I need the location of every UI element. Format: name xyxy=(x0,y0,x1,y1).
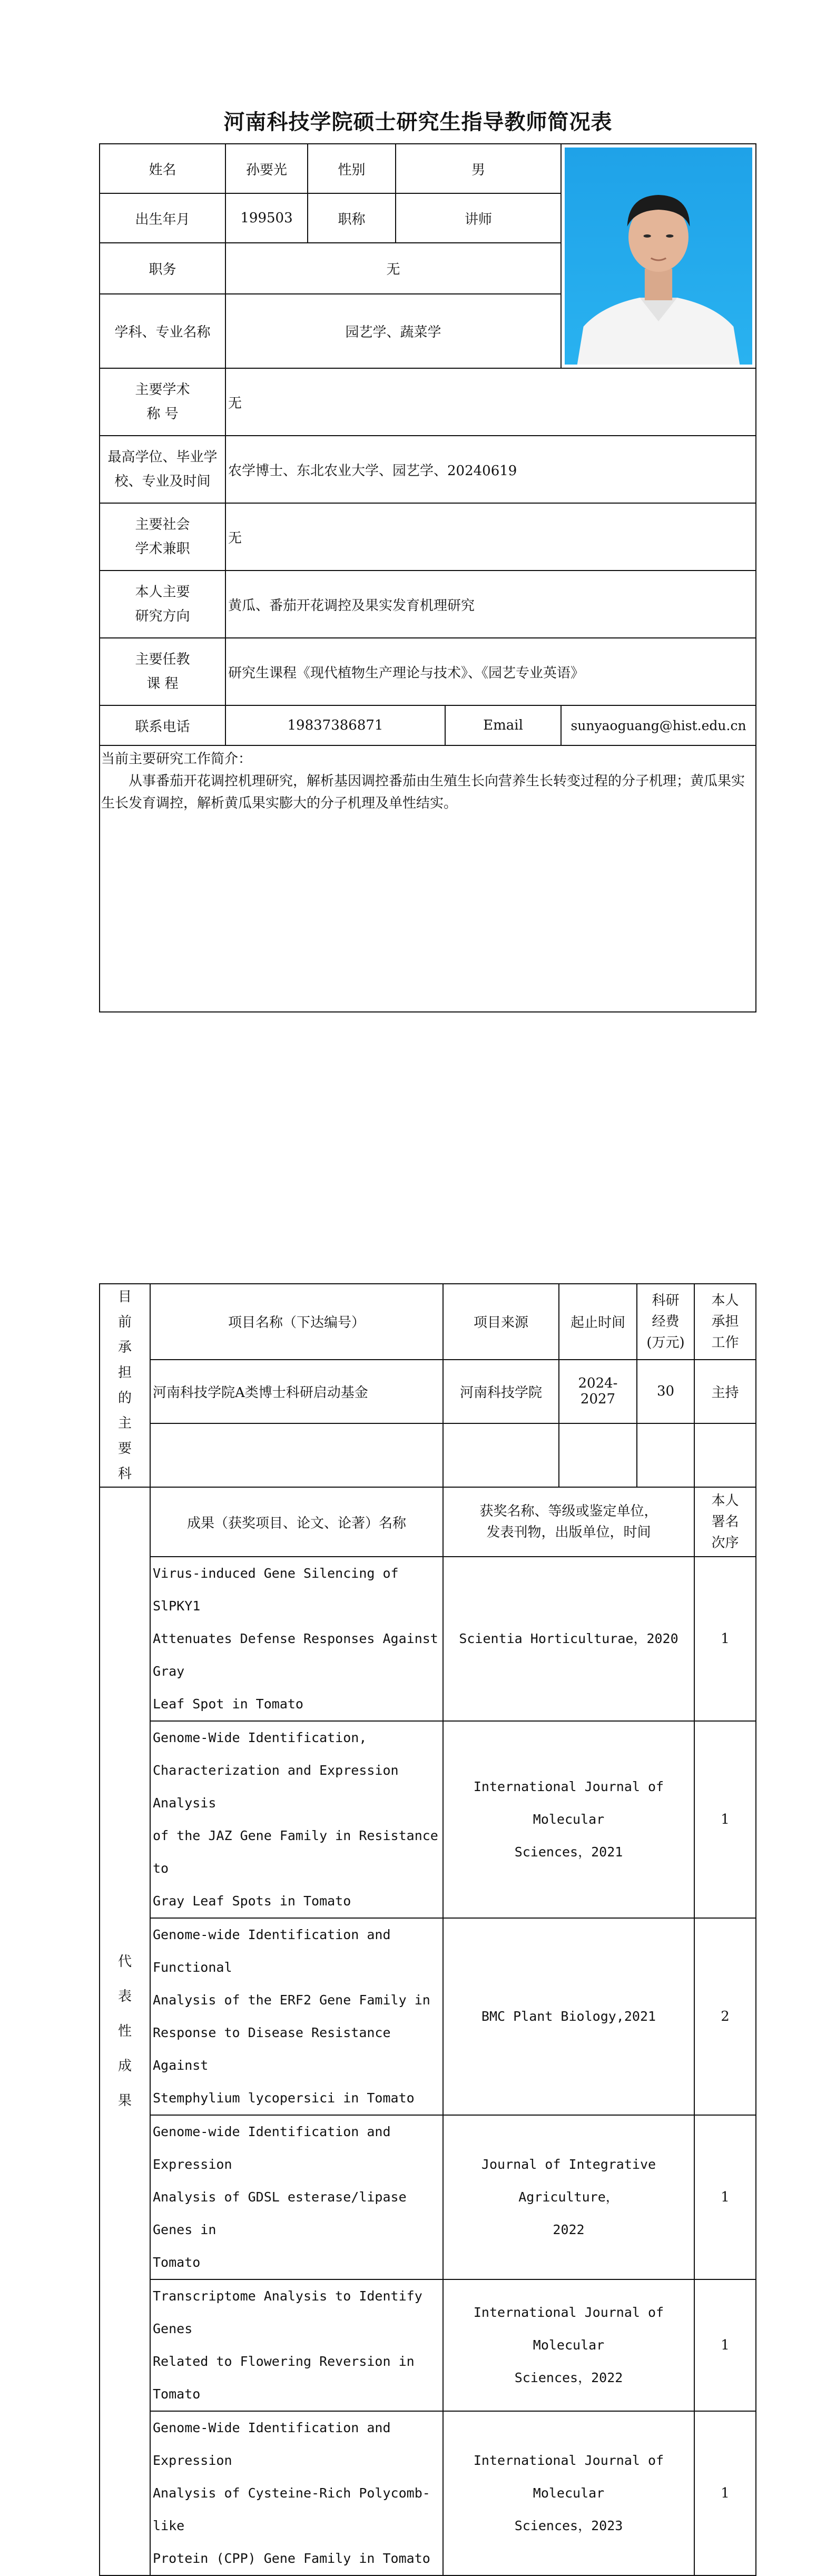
projects-col-period: 起止时间 xyxy=(559,1284,637,1360)
role-header-line: 工作 xyxy=(711,1334,739,1351)
summary-title: 当前主要研究工作简介： xyxy=(101,751,252,767)
order-header-line: 本人 xyxy=(711,1493,739,1509)
degree-label xyxy=(100,436,225,503)
project-empty-cell xyxy=(559,1423,637,1487)
achievement-title xyxy=(150,1557,443,1721)
research-value: 黄瓜、番茄开花调控及果实发育机理研究 xyxy=(225,571,756,638)
degree-value: 农学博士、东北农业大学、园艺学、20240619 xyxy=(225,436,756,503)
achievement-title-line: Related to Flowering Reversion in Tomato xyxy=(153,2354,415,2402)
achievement-title xyxy=(150,2411,443,2575)
projects-side-label xyxy=(100,1284,150,1487)
achievement-order: 1 xyxy=(694,2115,756,2279)
achievement-title-line: Characterization and Expression Analysis xyxy=(153,1763,399,1811)
project-funding: 30 xyxy=(637,1360,694,1423)
funding-header-line: 科研 xyxy=(652,1292,680,1309)
project-empty-cell xyxy=(694,1423,756,1487)
projects-side-char: 承 xyxy=(117,1340,132,1355)
title-label: 职称 xyxy=(308,193,396,243)
social-value: 无 xyxy=(225,503,756,571)
projects-achievements-table xyxy=(99,1283,756,2576)
achievement-title-line: Analysis of Cysteine-Rich Polycomb-like xyxy=(153,2485,430,2533)
achievement-venue-line: International Journal of Molecular xyxy=(473,1779,664,1827)
honors-label-line2: 称 号 xyxy=(146,406,179,422)
achievement-title-line: Attenuates Defense Responses Against Gray xyxy=(153,1631,438,1679)
birth-label: 出生年月 xyxy=(100,193,225,243)
achievement-order: 1 xyxy=(694,2279,756,2411)
achievement-venue-line: Scientia Horticulturae，2020 xyxy=(459,1631,678,1646)
projects-side-char: 主 xyxy=(117,1415,132,1431)
projects-col-source: 项目来源 xyxy=(443,1284,559,1360)
social-label-line2: 学术兼职 xyxy=(135,541,190,557)
projects-side-char: 要 xyxy=(117,1441,132,1457)
projects-col-funding xyxy=(637,1284,694,1360)
achievement-venue-line: BMC Plant Biology,2021 xyxy=(481,2009,656,2024)
achievement-title-line: Response to Disease Resistance Against xyxy=(153,2025,391,2073)
phone-label: 联系电话 xyxy=(100,705,225,745)
achievement-title-line: Genome-Wide Identification and Expression xyxy=(153,2420,391,2468)
gender-label: 性别 xyxy=(308,144,396,193)
role-header-line: 本人 xyxy=(711,1292,739,1309)
achievement-title-line: Transcriptome Analysis to Identify Genes xyxy=(153,2288,422,2336)
achievement-title-line: Genome-wide Identification and Expression xyxy=(153,2124,391,2172)
summary-text: 从事番茄开花调控机理研究，解析基因调控番茄由生殖生长向营养生长转变过程的分子机理；黄瓜果实生长发育调控，解析黄瓜果实膨大的分子机理及单性结实。 xyxy=(101,773,745,811)
project-period: 2024-2027 xyxy=(559,1360,637,1423)
achievement-order: 1 xyxy=(694,1557,756,1721)
courses-value: 研究生课程《现代植物生产理论与技术》、《园艺专业英语》 xyxy=(225,638,756,705)
birth-value: 199503 xyxy=(225,193,308,243)
achievement-order: 1 xyxy=(694,2411,756,2575)
projects-side-char: 担 xyxy=(117,1365,132,1381)
achievement-order: 1 xyxy=(694,1721,756,1918)
project-empty-cell xyxy=(637,1423,694,1487)
achievement-venue xyxy=(443,2115,694,2279)
social-label-line1: 主要社会 xyxy=(135,517,190,533)
projects-col-name: 项目名称（下达编号） xyxy=(150,1284,443,1360)
name-label: 姓名 xyxy=(100,144,225,193)
discipline-value: 园艺学、蔬菜学 xyxy=(225,294,561,368)
role-header-line: 承担 xyxy=(711,1313,739,1330)
achievement-venue-line: International Journal of Molecular xyxy=(473,2305,664,2353)
honors-label xyxy=(100,368,225,436)
achievement-title xyxy=(150,1721,443,1918)
achievements-col-order xyxy=(694,1487,756,1557)
venue-header-line: 获奖名称、等级或鉴定单位， xyxy=(479,1503,658,1519)
portrait-photo xyxy=(565,148,752,365)
achievements-col-venue xyxy=(443,1487,694,1557)
achievement-title-line: Analysis of the ERF2 Gene Family in xyxy=(153,1992,430,2008)
degree-label-line1: 最高学位、毕业学 xyxy=(107,449,218,465)
email-value: sunyaoguang@hist.edu.cn xyxy=(561,705,756,745)
achievement-venue-line: Sciences，2021 xyxy=(514,1844,623,1860)
research-label-line2: 研究方向 xyxy=(135,608,190,624)
achievement-title-line: Protein (CPP) Gene Family in Tomato xyxy=(153,2551,430,2566)
achievements-col-name: 成果（获奖项目、论文、论著）名称 xyxy=(150,1487,443,1557)
title-value: 讲师 xyxy=(396,193,561,243)
achievement-title-line: Tomato xyxy=(153,2255,201,2270)
page-title: 河南科技学院硕士研究生指导教师简况表 xyxy=(223,110,613,134)
achievement-title-line: Leaf Spot in Tomato xyxy=(153,1696,303,1712)
funding-header-line: 经费 xyxy=(652,1313,680,1330)
achievements-side-char: 果 xyxy=(117,2093,132,2109)
order-header-line: 署名 xyxy=(711,1514,739,1530)
profile-table xyxy=(99,143,756,1012)
achievement-title-line: Genome-wide Identification and Functional xyxy=(153,1927,391,1975)
social-label xyxy=(100,503,225,571)
achievement-venue-line: 2022 xyxy=(553,2222,585,2237)
achievement-title-line: of the JAZ Gene Family in Resistance to xyxy=(153,1828,438,1876)
projects-side-char: 科 xyxy=(117,1466,132,1482)
achievements-side-char: 性 xyxy=(117,2023,132,2039)
honors-value: 无 xyxy=(225,368,756,436)
projects-side-char: 目 xyxy=(117,1289,132,1305)
achievement-order: 2 xyxy=(694,1918,756,2115)
projects-side-char: 的 xyxy=(117,1390,132,1406)
achievement-title-line: Stemphylium lycopersici in Tomato xyxy=(153,2090,415,2106)
discipline-label: 学科、专业名称 xyxy=(100,294,225,368)
courses-label-line2: 课 程 xyxy=(146,676,179,692)
courses-label xyxy=(100,638,225,705)
achievement-title-line: Virus-induced Gene Silencing of SlPKY1 xyxy=(153,1566,399,1614)
degree-label-line2: 校、专业及时间 xyxy=(114,474,211,489)
funding-header-line: (万元) xyxy=(646,1334,685,1351)
venue-header-line: 发表刊物，出版单位，时间 xyxy=(486,1525,651,1540)
achievement-venue xyxy=(443,2279,694,2411)
achievement-venue-line: International Journal of Molecular xyxy=(473,2453,664,2501)
position-value: 无 xyxy=(225,243,561,293)
achievement-venue-line: Sciences，2022 xyxy=(514,2370,623,2385)
project-name: 河南科技学院A类博士科研启动基金 xyxy=(150,1360,443,1423)
research-label-line1: 本人主要 xyxy=(135,584,190,600)
projects-col-role xyxy=(694,1284,756,1360)
achievement-venue xyxy=(443,2411,694,2575)
research-summary xyxy=(100,745,756,1012)
phone-value: 19837386871 xyxy=(225,705,445,745)
achievements-side-char: 代 xyxy=(117,1954,132,1970)
project-role: 主持 xyxy=(694,1360,756,1423)
email-label: Email xyxy=(445,705,561,745)
achievement-title xyxy=(150,2115,443,2279)
gender-value: 男 xyxy=(396,144,561,193)
achievement-venue xyxy=(443,1721,694,1918)
achievement-title xyxy=(150,1918,443,2115)
achievement-title-line: Genome-Wide Identification, xyxy=(153,1730,367,1745)
achievements-side-char: 成 xyxy=(117,2058,132,2074)
research-label xyxy=(100,571,225,638)
achievement-title-line: Analysis of GDSL esterase/lipase Genes in xyxy=(153,2189,407,2237)
position-label: 职务 xyxy=(100,243,225,293)
project-empty-cell xyxy=(150,1423,443,1487)
project-source: 河南科技学院 xyxy=(443,1360,559,1423)
order-header-line: 次序 xyxy=(711,1535,739,1551)
project-empty-cell xyxy=(443,1423,559,1487)
courses-label-line1: 主要任教 xyxy=(135,652,190,667)
achievement-title xyxy=(150,2279,443,2411)
achievement-venue xyxy=(443,1918,694,2115)
honors-label-line1: 主要学术 xyxy=(135,382,190,398)
achievement-venue xyxy=(443,1557,694,1721)
achievement-venue-line: Journal of Integrative Agriculture， xyxy=(481,2157,656,2205)
photo-cell xyxy=(561,144,756,368)
achievements-side-label xyxy=(100,1487,150,2575)
achievement-venue-line: Sciences，2023 xyxy=(514,2518,623,2533)
achievements-side-char: 表 xyxy=(117,1989,132,2004)
name-value: 孙要光 xyxy=(225,144,308,193)
achievement-title-line: Gray Leaf Spots in Tomato xyxy=(153,1893,351,1909)
projects-side-char: 前 xyxy=(117,1314,132,1330)
